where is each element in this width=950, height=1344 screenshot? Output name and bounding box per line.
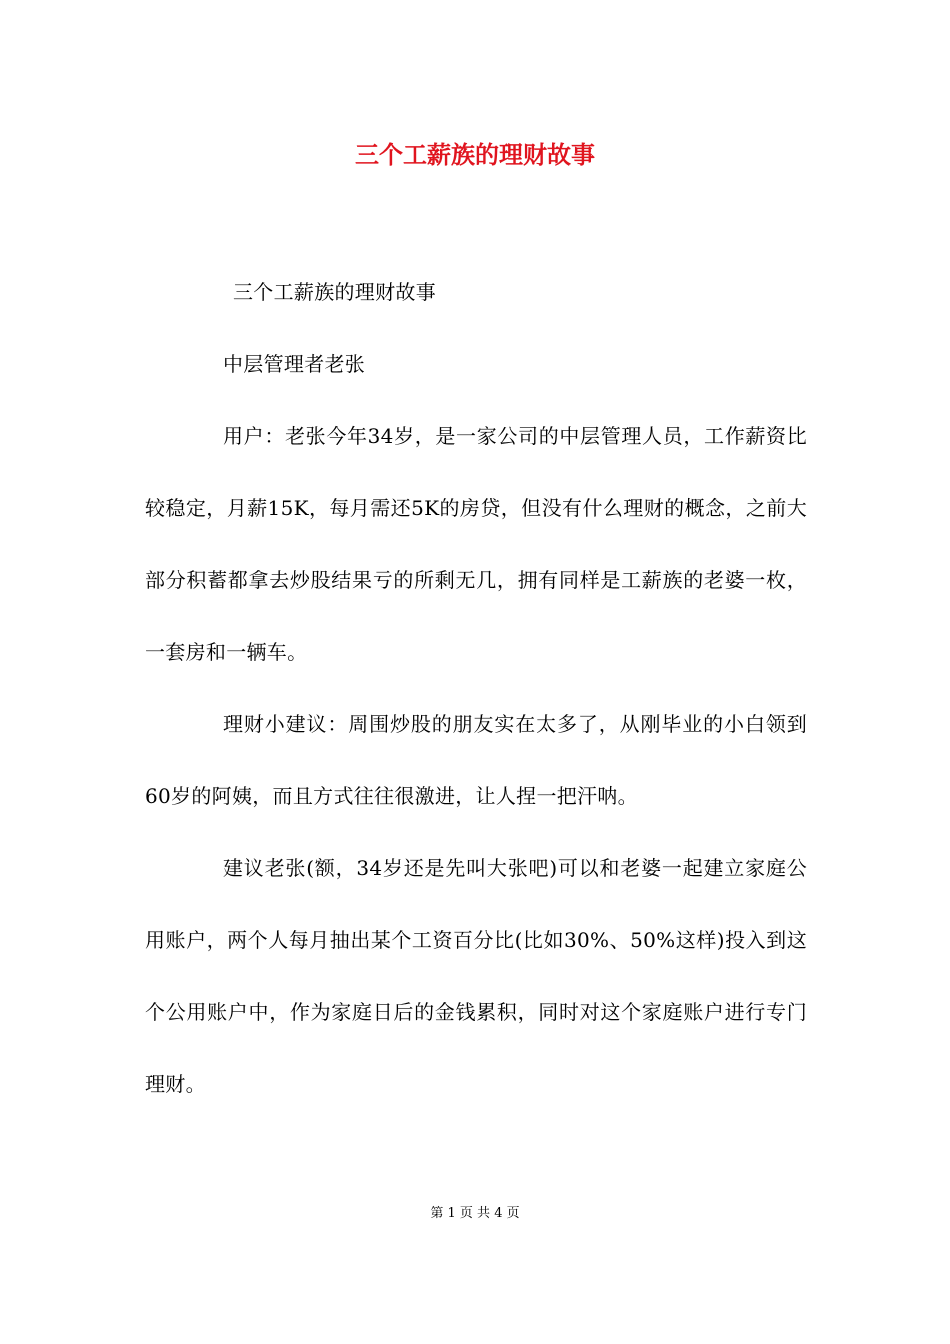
paragraph-recommendation: 建议老张(额，34岁还是先叫大张吧)可以和老婆一起建立家庭公用账户，两个人每月抽出某个工资百分比(比如30%、50%这样)投入到这个公用账户中，作为家庭日后的金钱累积，同时对这个家庭账户进行专门理财。 (145, 856, 807, 1096)
paragraph-user-profile: 用户：老张今年34岁，是一家公司的中层管理人员，工作薪资比较稳定，月薪15K，每月需还5K的房贷，但没有什么理财的概念，之前大部分积蓄都拿去炒股结果亏的所剩无几，拥有同样是工薪族的老婆一枚，一套房和一辆车。 (145, 424, 807, 664)
section-heading: 中层管理者老张 (223, 352, 366, 376)
page-footer: 第 1 页 共 4 页 (430, 1206, 520, 1221)
document-body (145, 256, 807, 1120)
document-title: 三个工薪族的理财故事 (355, 140, 595, 169)
document-subtitle: 三个工薪族的理财故事 (233, 280, 436, 304)
paragraph-advice: 理财小建议：周围炒股的朋友实在太多了，从刚毕业的小白领到60岁的阿姨，而且方式往往很激进，让人捏一把汗呐。 (145, 712, 807, 808)
